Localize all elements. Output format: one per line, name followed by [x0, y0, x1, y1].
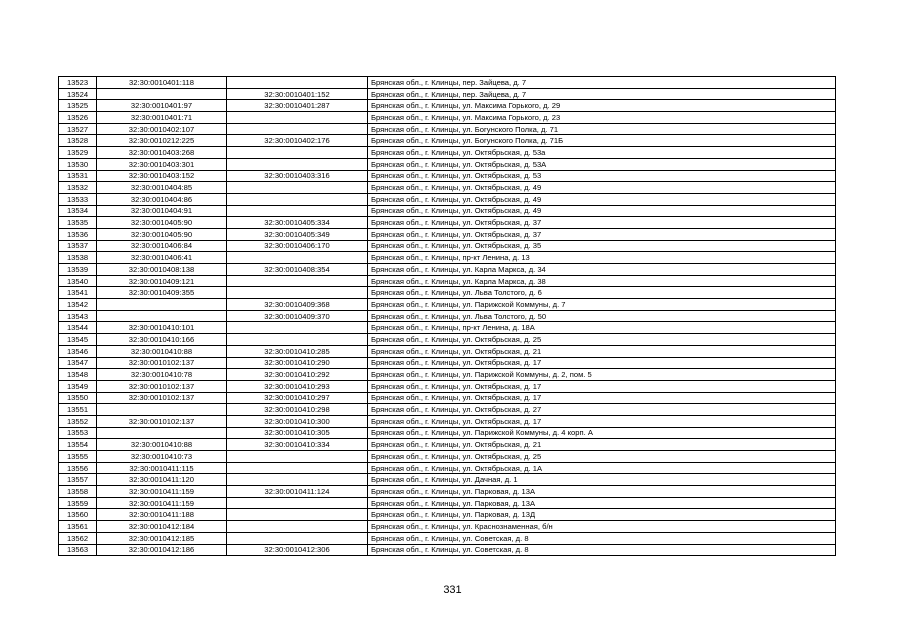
row-number-cell: 13539	[59, 264, 97, 276]
row-number-cell: 13548	[59, 369, 97, 381]
row-number-cell: 13527	[59, 123, 97, 135]
cadastral-number-cell: 32:30:0010405:90	[97, 228, 227, 240]
cadastral-number-cell: 32:30:0010404:86	[97, 193, 227, 205]
cadastral-number-cell: 32:30:0010404:91	[97, 205, 227, 217]
cadastral-number-cell: 32:30:0010411:120	[97, 474, 227, 486]
table-row	[59, 112, 836, 124]
table-row	[59, 310, 836, 322]
address-cell: Брянская обл., г. Клинцы, ул. Парижской Коммуны, д. 7	[368, 299, 836, 311]
linked-cadastral-number-cell	[227, 509, 368, 521]
row-number-cell: 13549	[59, 380, 97, 392]
table-row	[59, 170, 836, 182]
cadastral-number-cell: 32:30:0010406:41	[97, 252, 227, 264]
table-row	[59, 322, 836, 334]
linked-cadastral-number-cell: 32:30:0010410:285	[227, 345, 368, 357]
linked-cadastral-number-cell: 32:30:0010405:334	[227, 217, 368, 229]
table-row	[59, 252, 836, 264]
row-number-cell: 13523	[59, 77, 97, 89]
cadastral-number-cell: 32:30:0010410:166	[97, 334, 227, 346]
cadastral-number-cell: 32:30:0010102:137	[97, 392, 227, 404]
row-number-cell: 13529	[59, 147, 97, 159]
table-row	[59, 521, 836, 533]
address-cell: Брянская обл., г. Клинцы, ул. Максима Горького, д. 23	[368, 112, 836, 124]
table-row	[59, 544, 836, 556]
row-number-cell: 13532	[59, 182, 97, 194]
linked-cadastral-number-cell: 32:30:0010401:152	[227, 88, 368, 100]
cadastral-number-cell: 32:30:0010411:159	[97, 486, 227, 498]
row-number-cell: 13562	[59, 532, 97, 544]
table-row	[59, 264, 836, 276]
address-cell: Брянская обл., г. Клинцы, ул. Октябрьская, д. 53	[368, 170, 836, 182]
address-cell: Брянская обл., г. Клинцы, ул. Богунского Полка, д. 71Б	[368, 135, 836, 147]
address-cell: Брянская обл., г. Клинцы, ул. Карла Маркса, д. 34	[368, 264, 836, 276]
table-row	[59, 509, 836, 521]
table-row	[59, 380, 836, 392]
page-number: 331	[443, 584, 462, 596]
linked-cadastral-number-cell	[227, 77, 368, 89]
linked-cadastral-number-cell	[227, 252, 368, 264]
table-row	[59, 392, 836, 404]
row-number-cell: 13563	[59, 544, 97, 556]
table-row	[59, 486, 836, 498]
row-number-cell: 13535	[59, 217, 97, 229]
row-number-cell: 13540	[59, 275, 97, 287]
cadastral-number-cell: 32:30:0010102:137	[97, 357, 227, 369]
address-cell: Брянская обл., г. Клинцы, ул. Октябрьская, д. 37	[368, 217, 836, 229]
table-row	[59, 135, 836, 147]
address-cell: Брянская обл., г. Клинцы, ул. Карла Маркса, д. 38	[368, 275, 836, 287]
table-row	[59, 404, 836, 416]
linked-cadastral-number-cell	[227, 205, 368, 217]
linked-cadastral-number-cell	[227, 275, 368, 287]
table-row	[59, 474, 836, 486]
address-cell: Брянская обл., г. Клинцы, ул. Октябрьская, д. 17	[368, 357, 836, 369]
address-cell: Брянская обл., г. Клинцы, ул. Парковая, д. 13А	[368, 497, 836, 509]
row-number-cell: 13530	[59, 158, 97, 170]
cadastral-number-cell: 32:30:0010411:159	[97, 497, 227, 509]
linked-cadastral-number-cell	[227, 287, 368, 299]
linked-cadastral-number-cell: 32:30:0010411:124	[227, 486, 368, 498]
linked-cadastral-number-cell	[227, 193, 368, 205]
address-cell: Брянская обл., г. Клинцы, пр-кт Ленина, д. 13	[368, 252, 836, 264]
address-cell: Брянская обл., г. Клинцы, ул. Октябрьская, д. 17	[368, 415, 836, 427]
table-row	[59, 240, 836, 252]
address-cell: Брянская обл., г. Клинцы, ул. Парижской Коммуны, д. 4 корп. А	[368, 427, 836, 439]
cadastral-number-cell: 32:30:0010102:137	[97, 415, 227, 427]
row-number-cell: 13525	[59, 100, 97, 112]
cadastral-number-cell: 32:30:0010405:90	[97, 217, 227, 229]
table-row	[59, 287, 836, 299]
row-number-cell: 13541	[59, 287, 97, 299]
cadastral-number-cell: 32:30:0010410:88	[97, 439, 227, 451]
address-cell: Брянская обл., г. Клинцы, ул. Октябрьская, д. 21	[368, 345, 836, 357]
cadastral-number-cell: 32:30:0010412:186	[97, 544, 227, 556]
address-cell: Брянская обл., г. Клинцы, ул. Октябрьская, д. 53А	[368, 158, 836, 170]
linked-cadastral-number-cell: 32:30:0010410:300	[227, 415, 368, 427]
linked-cadastral-number-cell	[227, 182, 368, 194]
cadastral-number-cell: 32:30:0010411:115	[97, 462, 227, 474]
address-cell: Брянская обл., г. Клинцы, ул. Октябрьская, д. 1А	[368, 462, 836, 474]
row-number-cell: 13550	[59, 392, 97, 404]
row-number-cell: 13528	[59, 135, 97, 147]
linked-cadastral-number-cell: 32:30:0010403:316	[227, 170, 368, 182]
cadastral-number-cell: 32:30:0010404:85	[97, 182, 227, 194]
row-number-cell: 13537	[59, 240, 97, 252]
row-number-cell: 13555	[59, 451, 97, 463]
linked-cadastral-number-cell	[227, 497, 368, 509]
table-row	[59, 123, 836, 135]
table-row	[59, 427, 836, 439]
cadastral-number-cell: 32:30:0010410:88	[97, 345, 227, 357]
address-cell: Брянская обл., г. Клинцы, ул. Октябрьская, д. 27	[368, 404, 836, 416]
cadastral-number-cell	[97, 427, 227, 439]
row-number-cell: 13551	[59, 404, 97, 416]
table-row	[59, 158, 836, 170]
cadastral-number-cell: 32:30:0010406:84	[97, 240, 227, 252]
row-number-cell: 13557	[59, 474, 97, 486]
row-number-cell: 13542	[59, 299, 97, 311]
row-number-cell: 13545	[59, 334, 97, 346]
cadastral-number-cell: 32:30:0010412:185	[97, 532, 227, 544]
cadastral-number-cell: 32:30:0010410:78	[97, 369, 227, 381]
address-cell: Брянская обл., г. Клинцы, ул. Октябрьская, д. 25	[368, 334, 836, 346]
row-number-cell: 13533	[59, 193, 97, 205]
table-row	[59, 497, 836, 509]
cadastral-number-cell: 32:30:0010410:73	[97, 451, 227, 463]
address-cell: Брянская обл., г. Клинцы, ул. Октябрьская, д. 17	[368, 392, 836, 404]
address-cell: Брянская обл., г. Клинцы, ул. Октябрьская, д. 17	[368, 380, 836, 392]
linked-cadastral-number-cell	[227, 462, 368, 474]
address-cell: Брянская обл., г. Клинцы, ул. Октябрьская, д. 53а	[368, 147, 836, 159]
table-row	[59, 205, 836, 217]
cadastral-number-cell: 32:30:0010409:121	[97, 275, 227, 287]
cadastral-number-cell: 32:30:0010411:188	[97, 509, 227, 521]
row-number-cell: 13560	[59, 509, 97, 521]
row-number-cell: 13553	[59, 427, 97, 439]
table-row	[59, 217, 836, 229]
linked-cadastral-number-cell: 32:30:0010409:368	[227, 299, 368, 311]
row-number-cell: 13531	[59, 170, 97, 182]
table-row	[59, 77, 836, 89]
linked-cadastral-number-cell	[227, 521, 368, 533]
records-table	[58, 76, 836, 556]
table-row	[59, 369, 836, 381]
table-row	[59, 182, 836, 194]
row-number-cell: 13552	[59, 415, 97, 427]
address-cell: Брянская обл., г. Клинцы, ул. Льва Толстого, д. 6	[368, 287, 836, 299]
address-cell: Брянская обл., г. Клинцы, ул. Парковая, д. 13Д	[368, 509, 836, 521]
table-row	[59, 193, 836, 205]
address-cell: Брянская обл., г. Клинцы, ул. Октябрьская, д. 37	[368, 228, 836, 240]
cadastral-number-cell: 32:30:0010408:138	[97, 264, 227, 276]
address-cell: Брянская обл., г. Клинцы, ул. Льва Толстого, д. 50	[368, 310, 836, 322]
cadastral-number-cell	[97, 404, 227, 416]
cadastral-number-cell: 32:30:0010402:107	[97, 123, 227, 135]
table-row	[59, 147, 836, 159]
linked-cadastral-number-cell	[227, 451, 368, 463]
address-cell: Брянская обл., г. Клинцы, ул. Парковая, д. 13А	[368, 486, 836, 498]
cadastral-number-cell: 32:30:0010401:118	[97, 77, 227, 89]
cadastral-number-cell: 32:30:0010102:137	[97, 380, 227, 392]
table-row	[59, 451, 836, 463]
records-table-body	[59, 77, 836, 556]
table-row	[59, 88, 836, 100]
table-row	[59, 100, 836, 112]
linked-cadastral-number-cell	[227, 123, 368, 135]
linked-cadastral-number-cell: 32:30:0010401:287	[227, 100, 368, 112]
row-number-cell: 13538	[59, 252, 97, 264]
address-cell: Брянская обл., г. Клинцы, ул. Советская, д. 8	[368, 544, 836, 556]
table-row	[59, 345, 836, 357]
cadastral-number-cell: 32:30:0010403:268	[97, 147, 227, 159]
linked-cadastral-number-cell: 32:30:0010405:349	[227, 228, 368, 240]
address-cell: Брянская обл., г. Клинцы, ул. Октябрьская, д. 35	[368, 240, 836, 252]
row-number-cell: 13554	[59, 439, 97, 451]
linked-cadastral-number-cell	[227, 532, 368, 544]
cadastral-number-cell: 32:30:0010410:101	[97, 322, 227, 334]
cadastral-number-cell	[97, 310, 227, 322]
row-number-cell: 13561	[59, 521, 97, 533]
table-row	[59, 415, 836, 427]
address-cell: Брянская обл., г. Клинцы, ул. Краснознаменная, б/н	[368, 521, 836, 533]
linked-cadastral-number-cell: 32:30:0010406:170	[227, 240, 368, 252]
linked-cadastral-number-cell	[227, 112, 368, 124]
table-row	[59, 357, 836, 369]
cadastral-number-cell: 32:30:0010401:97	[97, 100, 227, 112]
linked-cadastral-number-cell: 32:30:0010409:370	[227, 310, 368, 322]
address-cell: Брянская обл., г. Клинцы, ул. Богунского Полка, д. 71	[368, 123, 836, 135]
row-number-cell: 13536	[59, 228, 97, 240]
address-cell: Брянская обл., г. Клинцы, пр-кт Ленина, д. 18А	[368, 322, 836, 334]
linked-cadastral-number-cell	[227, 147, 368, 159]
linked-cadastral-number-cell: 32:30:0010410:292	[227, 369, 368, 381]
row-number-cell: 13524	[59, 88, 97, 100]
row-number-cell: 13526	[59, 112, 97, 124]
cadastral-number-cell	[97, 299, 227, 311]
table-row	[59, 439, 836, 451]
linked-cadastral-number-cell: 32:30:0010410:305	[227, 427, 368, 439]
table-row	[59, 275, 836, 287]
row-number-cell: 13558	[59, 486, 97, 498]
table-row	[59, 532, 836, 544]
table-row	[59, 462, 836, 474]
address-cell: Брянская обл., г. Клинцы, ул. Октябрьская, д. 25	[368, 451, 836, 463]
linked-cadastral-number-cell: 32:30:0010410:297	[227, 392, 368, 404]
table-row	[59, 299, 836, 311]
cadastral-number-cell: 32:30:0010412:184	[97, 521, 227, 533]
cadastral-number-cell: 32:30:0010409:355	[97, 287, 227, 299]
cadastral-number-cell	[97, 88, 227, 100]
linked-cadastral-number-cell: 32:30:0010410:298	[227, 404, 368, 416]
row-number-cell: 13559	[59, 497, 97, 509]
table-row	[59, 334, 836, 346]
linked-cadastral-number-cell: 32:30:0010410:293	[227, 380, 368, 392]
linked-cadastral-number-cell: 32:30:0010410:334	[227, 439, 368, 451]
linked-cadastral-number-cell	[227, 322, 368, 334]
row-number-cell: 13534	[59, 205, 97, 217]
linked-cadastral-number-cell: 32:30:0010410:290	[227, 357, 368, 369]
address-cell: Брянская обл., г. Клинцы, пер. Зайцева, д. 7	[368, 77, 836, 89]
cadastral-number-cell: 32:30:0010403:152	[97, 170, 227, 182]
linked-cadastral-number-cell: 32:30:0010408:354	[227, 264, 368, 276]
row-number-cell: 13543	[59, 310, 97, 322]
row-number-cell: 13546	[59, 345, 97, 357]
cadastral-number-cell: 32:30:0010401:71	[97, 112, 227, 124]
linked-cadastral-number-cell: 32:30:0010412:306	[227, 544, 368, 556]
address-cell: Брянская обл., г. Клинцы, ул. Октябрьская, д. 21	[368, 439, 836, 451]
address-cell: Брянская обл., г. Клинцы, ул. Максима Горького, д. 29	[368, 100, 836, 112]
row-number-cell: 13547	[59, 357, 97, 369]
table-row	[59, 228, 836, 240]
row-number-cell: 13544	[59, 322, 97, 334]
address-cell: Брянская обл., г. Клинцы, ул. Октябрьская, д. 49	[368, 205, 836, 217]
cadastral-number-cell: 32:30:0010403:301	[97, 158, 227, 170]
address-cell: Брянская обл., г. Клинцы, пер. Зайцева, д. 7	[368, 88, 836, 100]
address-cell: Брянская обл., г. Клинцы, ул. Октябрьская, д. 49	[368, 193, 836, 205]
address-cell: Брянская обл., г. Клинцы, ул. Дачная, д. 1	[368, 474, 836, 486]
row-number-cell: 13556	[59, 462, 97, 474]
address-cell: Брянская обл., г. Клинцы, ул. Октябрьская, д. 49	[368, 182, 836, 194]
linked-cadastral-number-cell	[227, 158, 368, 170]
linked-cadastral-number-cell	[227, 474, 368, 486]
linked-cadastral-number-cell: 32:30:0010402:176	[227, 135, 368, 147]
address-cell: Брянская обл., г. Клинцы, ул. Советская, д. 8	[368, 532, 836, 544]
linked-cadastral-number-cell	[227, 334, 368, 346]
cadastral-number-cell: 32:30:0010212:225	[97, 135, 227, 147]
address-cell: Брянская обл., г. Клинцы, ул. Парижской Коммуны, д. 2, пом. 5	[368, 369, 836, 381]
